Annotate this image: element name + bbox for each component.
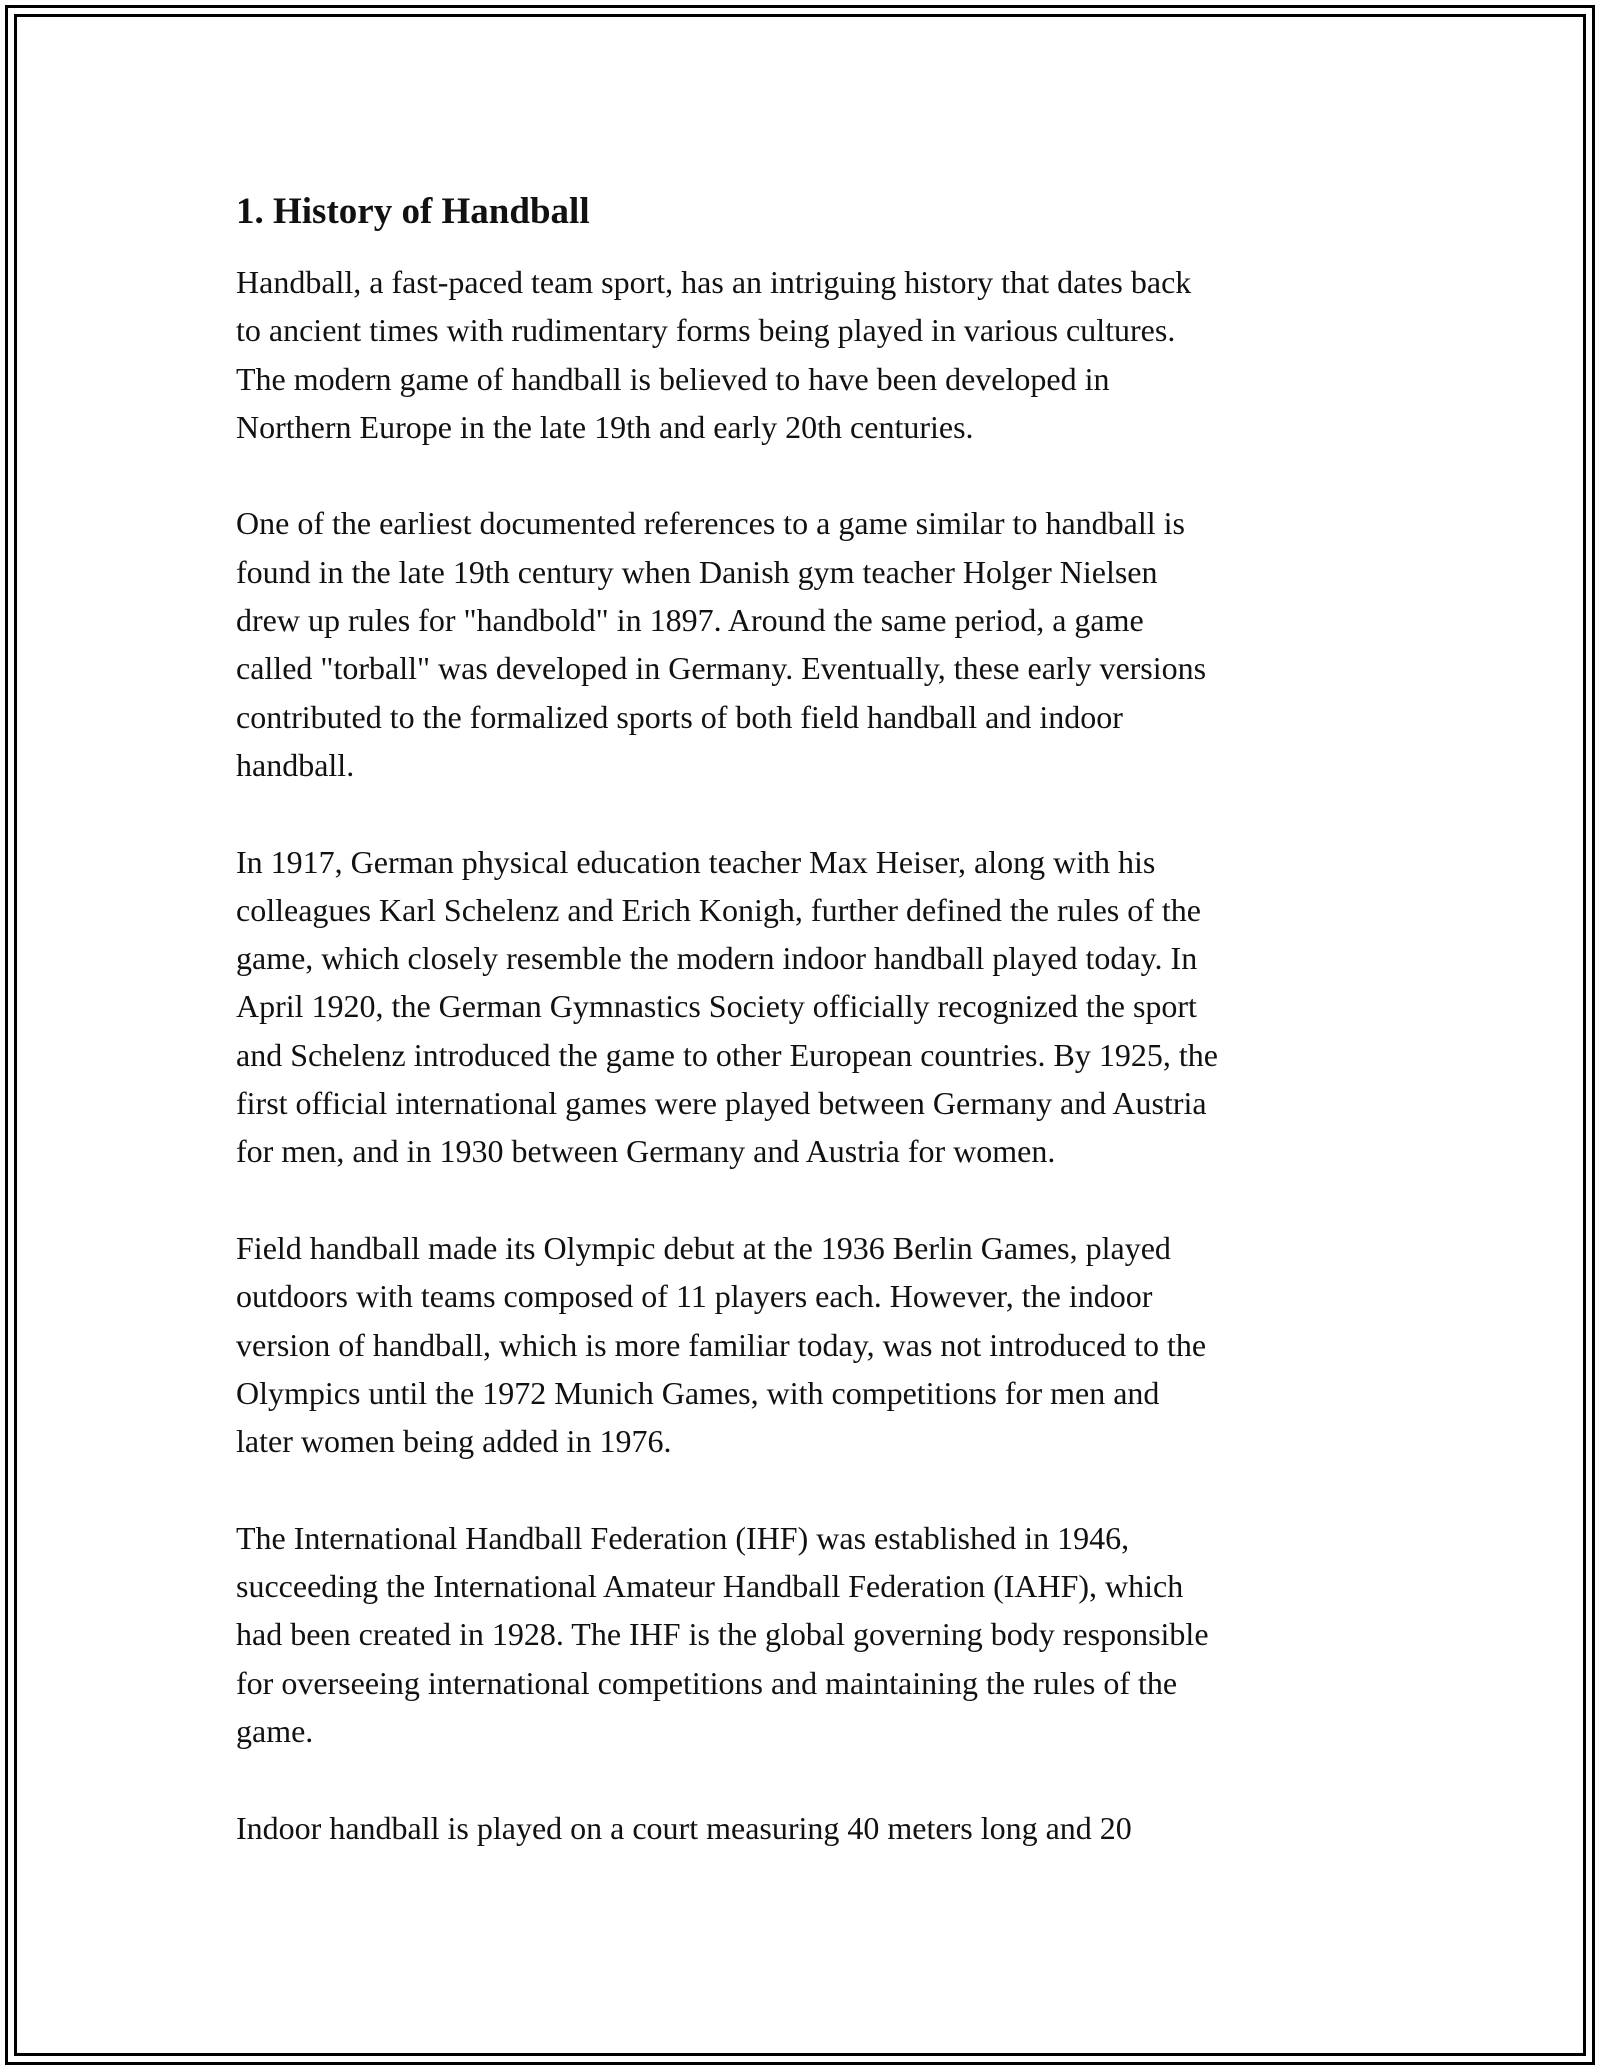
paragraph-line: outdoors with teams composed of 11 players each. However, the indoor — [236, 1278, 1153, 1315]
paragraph-line: Olympics until the 1972 Munich Games, with competitions for men and — [236, 1374, 1160, 1411]
paragraph-line: called "torball" was developed in Germany. Eventually, these early versions — [236, 650, 1207, 687]
section-heading: 1. History of Handball — [236, 191, 590, 232]
paragraph-line: to ancient times with rudimentary forms being played in various cultures. — [236, 312, 1176, 349]
paragraph-court — [236, 1804, 1366, 1852]
paragraph-ihf — [236, 1514, 1366, 1755]
paragraph-line: had been created in 1928. The IHF is the global governing body responsible — [236, 1616, 1209, 1653]
paragraph-line: The International Handball Federation (IHF) was established in 1946, — [236, 1519, 1130, 1556]
paragraph-line: In 1917, German physical education teacher Max Heiser, along with his — [236, 843, 1156, 880]
paragraph-line: and Schelenz introduced the game to other European countries. By 1925, the — [236, 1036, 1218, 1073]
paragraph-line: Field handball made its Olympic debut at the 1936 Berlin Games, played — [236, 1229, 1171, 1266]
paragraph-line: for men, and in 1930 between Germany and Austria for women. — [236, 1133, 1056, 1170]
paragraph-line: colleagues Karl Schelenz and Erich Konigh, further defined the rules of the — [236, 891, 1201, 928]
paragraph-line: later women being added in 1976. — [236, 1423, 672, 1460]
document-body — [236, 188, 1366, 1900]
paragraph-line: drew up rules for "handbold" in 1897. Around the same period, a game — [236, 602, 1144, 639]
paragraph-line: succeeding the International Amateur Handball Federation (IAHF), which — [236, 1568, 1184, 1605]
paragraph-olympics — [236, 1224, 1366, 1465]
paragraph-line: found in the late 19th century when Danish gym teacher Holger Nielsen — [236, 553, 1158, 590]
paragraph-line: for overseeing international competitions and maintaining the rules of the — [236, 1664, 1178, 1701]
paragraph-line: Indoor handball is played on a court measuring 40 meters long and 20 — [236, 1809, 1132, 1846]
paragraph-line: game, which closely resemble the modern indoor handball played today. In — [236, 940, 1198, 977]
paragraph-line: version of handball, which is more familiar today, was not introduced to the — [236, 1326, 1207, 1363]
paragraph-line: The modern game of handball is believed to have been developed in — [236, 360, 1110, 397]
paragraph-early-references — [236, 499, 1366, 789]
paragraph-line: April 1920, the German Gymnastics Society officially recognized the sport — [236, 988, 1197, 1025]
paragraph-line: contributed to the formalized sports of both field handball and indoor — [236, 698, 1123, 735]
paragraph-rules-1917 — [236, 838, 1366, 1176]
paragraph-line: One of the earliest documented references to a game similar to handball is — [236, 505, 1185, 542]
paragraph-line: Handball, a fast-paced team sport, has an intriguing history that dates back — [236, 264, 1192, 300]
paragraph-line: first official international games were played between Germany and Austria — [236, 1085, 1207, 1122]
paragraph-line: game. — [236, 1712, 314, 1749]
paragraph-line: Northern Europe in the late 19th and early 20th centuries. — [236, 408, 974, 445]
paragraph-origins — [236, 258, 1366, 451]
paragraph-line: handball. — [236, 746, 355, 783]
